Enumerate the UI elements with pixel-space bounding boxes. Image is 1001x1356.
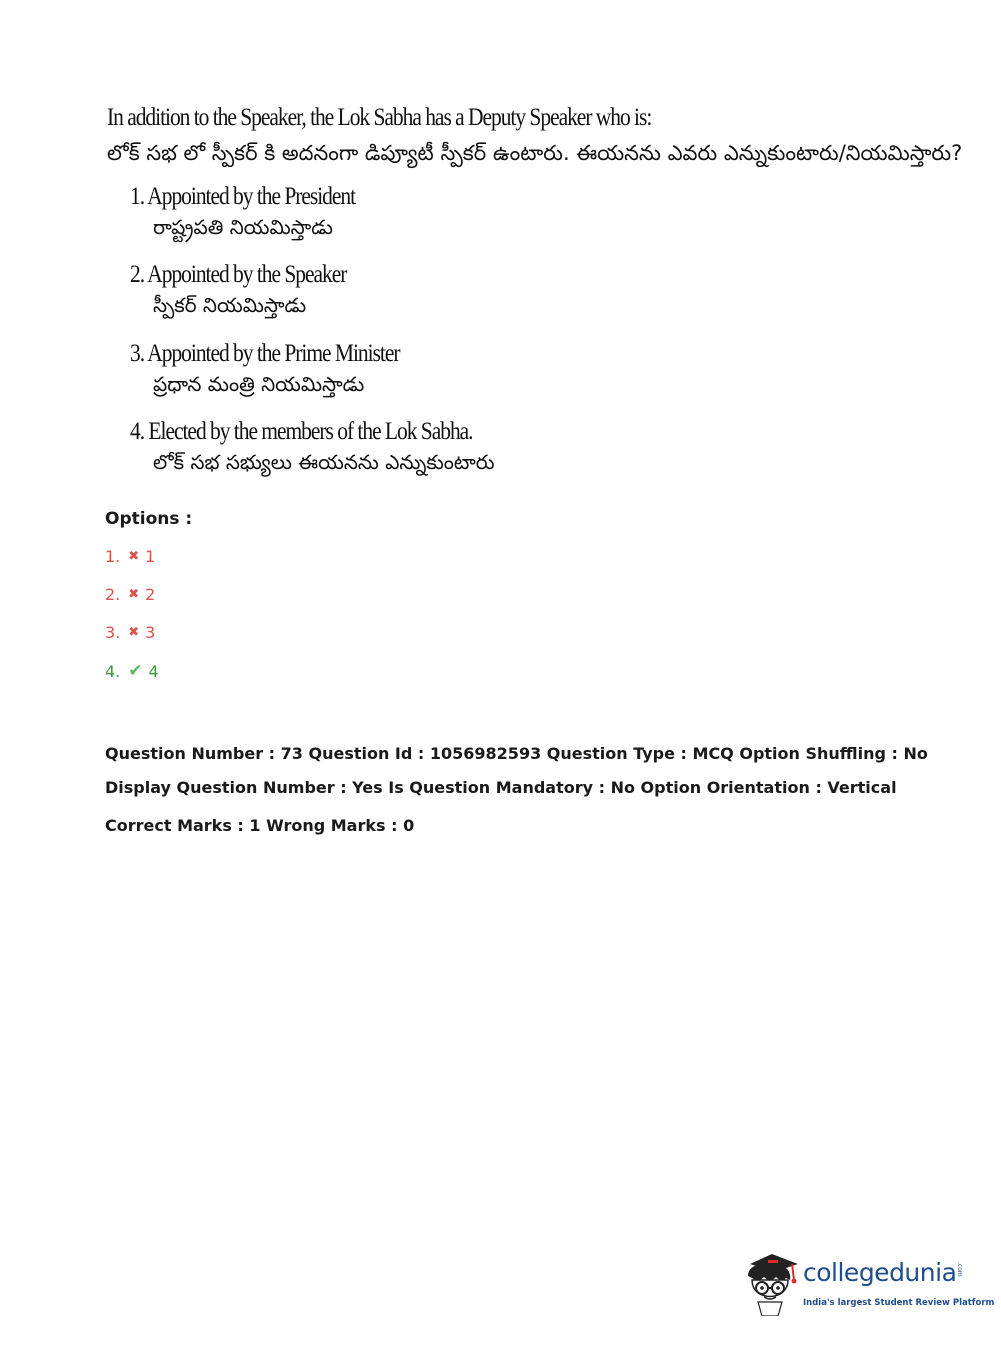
choice-2-english: 2. Appointed by the Speaker: [130, 261, 347, 288]
mascot-icon: [742, 1250, 802, 1316]
cross-icon: ✖: [128, 625, 140, 640]
choice-4: [130, 418, 528, 479]
choice-3: [130, 340, 443, 401]
logo-brand-text: collegedunia: [803, 1258, 957, 1287]
answer-option-4: 4. ✔ 4: [105, 661, 159, 681]
answer-option-3: 3. ✖ 3: [105, 623, 156, 642]
choice-3-english: 3. Appointed by the Prime Minister: [130, 340, 400, 367]
question-meta-line-1: Question Number : 73 Question Id : 1056982593 Question Type : MCQ Option Shuffling : No: [105, 744, 928, 763]
question-meta-line-2: Display Question Number : Yes Is Question Mandatory : No Option Orientation : Vertical: [105, 778, 897, 797]
collegedunia-logo: [742, 1250, 995, 1320]
question-english: In addition to the Speaker, the Lok Sabha has a Deputy Speaker who is:: [107, 104, 652, 131]
question-meta-line-3: Correct Marks : 1 Wrong Marks : 0: [105, 816, 415, 835]
choice-2: [130, 261, 382, 322]
choice-2-telugu: స్పీకర్ నియమిస్తాడు: [153, 293, 307, 317]
choice-1-english: 1. Appointed by the President: [130, 183, 356, 210]
check-icon: ✔: [128, 661, 143, 681]
answer-option-2: 2. ✖ 2: [105, 585, 156, 604]
cross-icon: ✖: [128, 587, 140, 602]
choice-4-english: 4. Elected by the members of the Lok Sabha.: [130, 418, 473, 445]
cross-icon: ✖: [128, 549, 140, 564]
choice-4-telugu: లోక్ సభ సభ్యులు ఈయనను ఎన్నుకుంటారు: [153, 450, 495, 474]
choice-1-telugu: రాష్ట్రపతి నియమిస్తాడు: [153, 215, 333, 239]
options-heading: Options :: [105, 509, 193, 529]
logo-suffix: .com: [956, 1262, 963, 1277]
answer-option-1: 1. ✖ 1: [105, 547, 156, 566]
logo-tagline: India's largest Student Review Platform: [803, 1298, 995, 1308]
question-telugu: లోక్ సభ లో స్పీకర్ కి అదనంగా డిప్యూటీ స్పీకర్ ఉంటారు. ఈయనను ఎవరు ఎన్నుకుంటారు/నియమిస్తారు?: [107, 141, 963, 165]
choice-1: [130, 183, 392, 244]
choice-3-telugu: ప్రధాన మంత్రి నియమిస్తాడు: [153, 372, 365, 396]
